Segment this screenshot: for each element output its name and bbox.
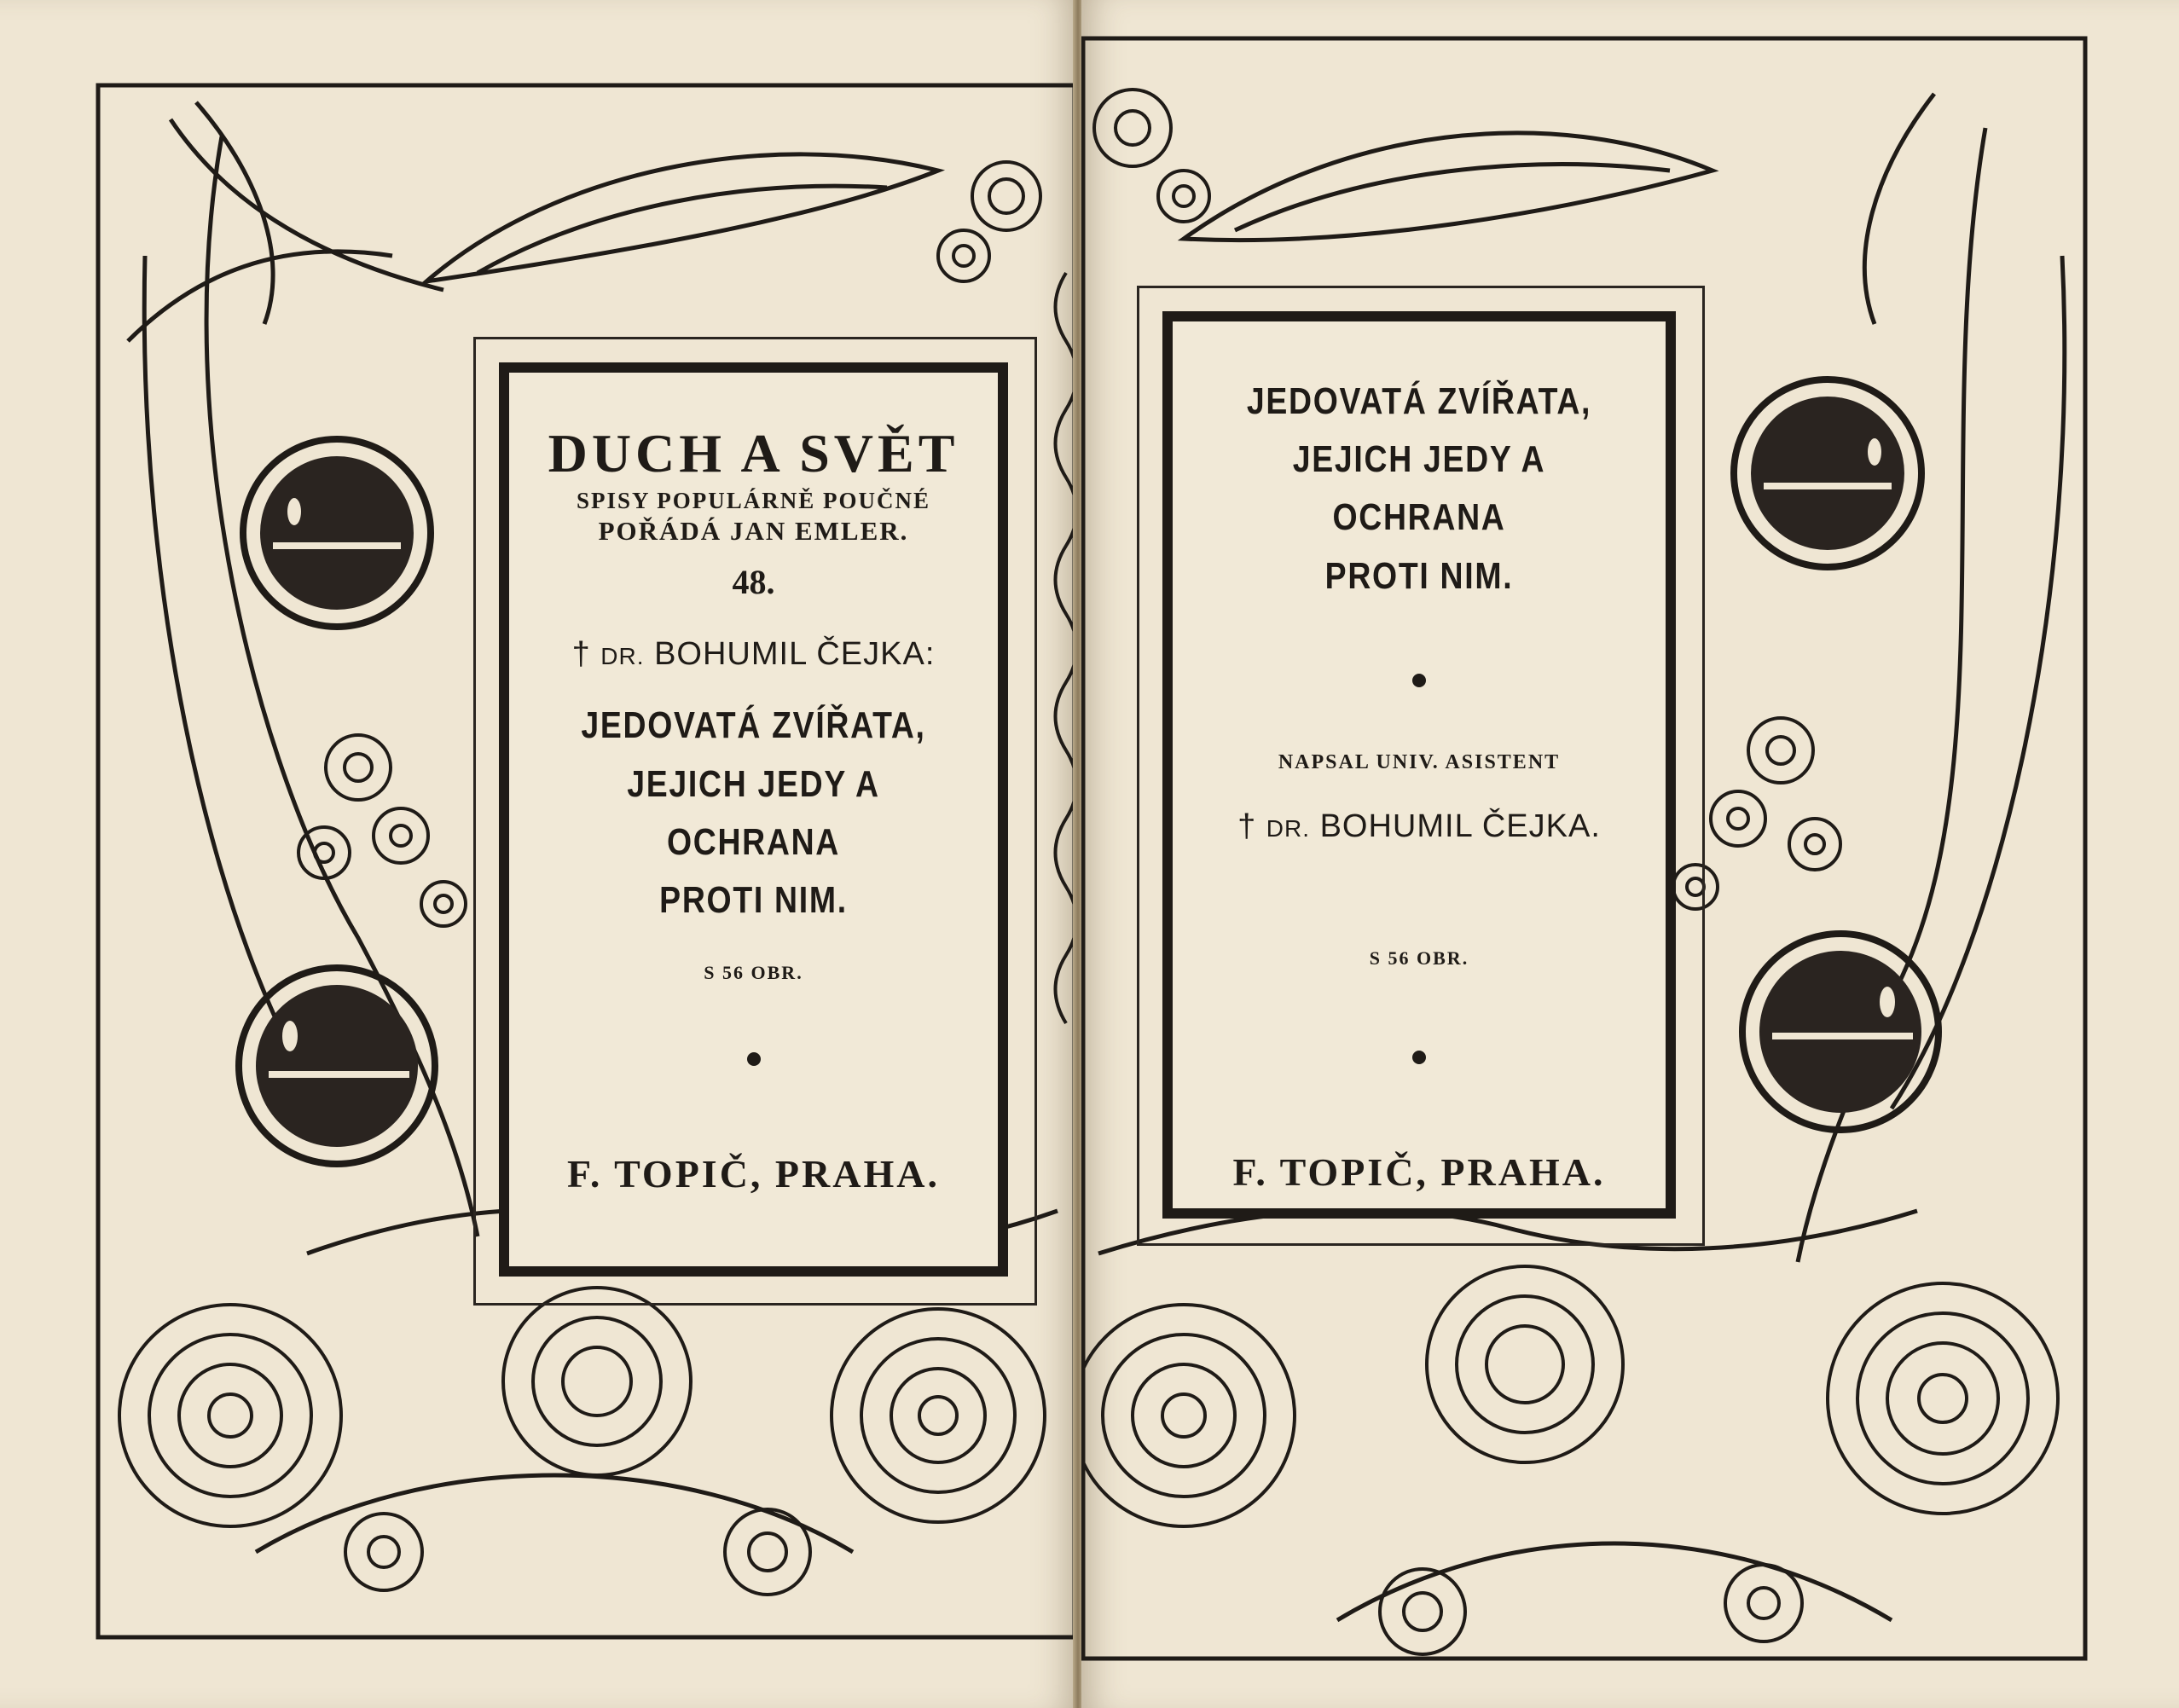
publisher: F. TOPIČ, PRAHA.	[1232, 1149, 1606, 1194]
author-prefix: DR.	[1266, 814, 1311, 842]
left-title-box	[499, 362, 1008, 1277]
book-title	[1209, 373, 1628, 605]
figures-count: S 56 OBR.	[1369, 947, 1469, 969]
book-title	[546, 697, 961, 929]
lamp-hand-emblem-bottom	[239, 968, 435, 1164]
right-page	[1081, 0, 2179, 1708]
lamp-hand-emblem-bottom	[1742, 934, 1938, 1130]
author-name: BOHUMIL ČEJKA.	[1319, 808, 1601, 844]
title-line: JEJICH JEDY A OCHRANA	[627, 762, 880, 863]
volume-number: 48.	[732, 563, 775, 602]
author-line	[1237, 808, 1601, 845]
figures-count: S 56 OBR.	[704, 962, 803, 984]
ornament-dot	[1412, 1051, 1426, 1064]
written-by: NAPSAL UNIV. ASISTENT	[1278, 750, 1561, 773]
title-line: PROTI NIM.	[659, 879, 848, 921]
right-title-box	[1162, 311, 1676, 1219]
series-editor: POŘÁDÁ JAN EMLER.	[598, 516, 909, 547]
lamp-hand-emblem-top	[243, 439, 431, 627]
author-name: BOHUMIL ČEJKA:	[654, 636, 936, 673]
publisher: F. TOPIČ, PRAHA.	[567, 1152, 940, 1196]
title-line: PROTI NIM.	[1324, 554, 1514, 597]
series-title: DUCH A SVĚT	[548, 423, 959, 483]
ornament-dot	[1412, 674, 1426, 687]
lamp-hand-emblem-top	[1734, 379, 1921, 567]
title-line: JEDOVATÁ ZVÍŘATA,	[1246, 380, 1592, 422]
title-line: JEJICH JEDY A OCHRANA	[1292, 438, 1546, 539]
cross-mark: †	[571, 636, 591, 673]
series-subtitle: SPISY POPULÁRNĚ POUČNÉ	[576, 488, 931, 513]
ornament-dot	[747, 1052, 761, 1066]
cross-mark: †	[1237, 808, 1257, 844]
left-page	[0, 0, 1076, 1708]
author-prefix: DR.	[600, 643, 645, 670]
title-line: JEDOVATÁ ZVÍŘATA,	[581, 704, 926, 747]
author-line	[572, 636, 936, 673]
